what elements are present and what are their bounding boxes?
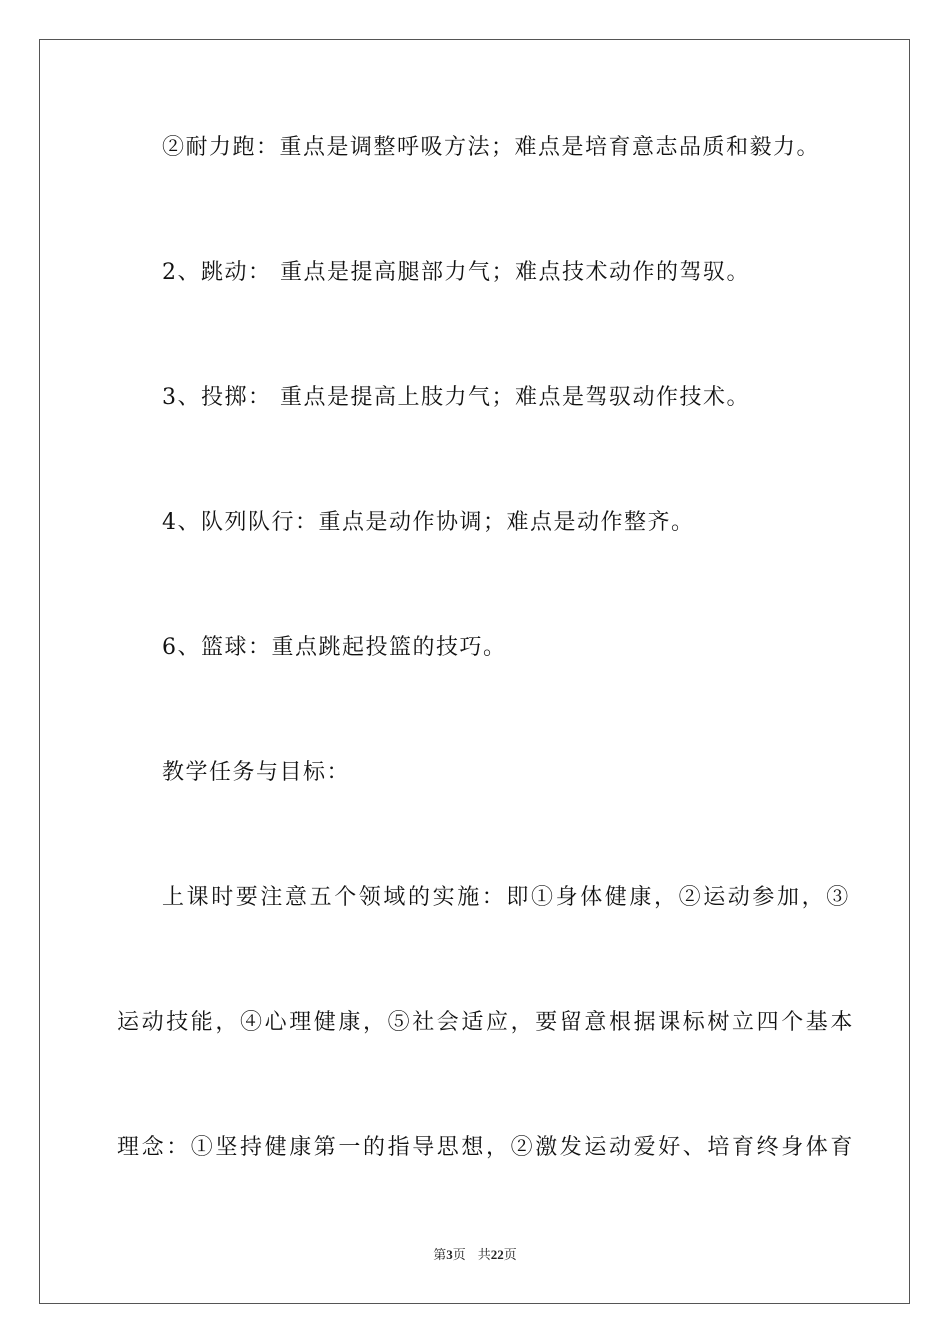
page-frame [39,39,910,1304]
paragraph-five-domains-line2: 运动技能，④心理健康，⑤社会适应，要留意根据课标树立四个基本 [117,1010,856,1035]
footer-page-prefix: 第 [433,1248,447,1263]
paragraph-formation: 4、队列队行：重点是动作协调；难点是动作整齐。 [162,510,695,535]
paragraph-jumping: 2、跳动： 重点是提高腿部力气；难点技术动作的驾驭。 [162,260,750,285]
paragraph-five-domains-line1: 上课时要注意五个领域的实施：即①身体健康，②运动参加，③ [162,885,851,910]
footer-total-suffix: 页 [503,1248,517,1263]
footer-page-suffix: 页 [452,1248,466,1263]
paragraph-endurance-run: ②耐力跑：重点是调整呼吸方法；难点是培育意志品质和毅力。 [162,135,821,160]
paragraph-five-domains-line3: 理念：①坚持健康第一的指导思想，②激发运动爱好、培育终身体育 [117,1135,856,1160]
paragraph-basketball: 6、篮球：重点跳起投篮的技巧。 [162,635,507,660]
footer-total-prefix: 共 [477,1248,491,1263]
paragraph-throwing: 3、投掷： 重点是提高上肢力气；难点是驾驭动作技术。 [162,385,750,410]
heading-teaching-goals: 教学任务与目标： [162,760,351,785]
footer-page-number: 3 [446,1247,453,1262]
footer-total-pages: 22 [490,1247,504,1262]
page-footer [0,1246,950,1265]
